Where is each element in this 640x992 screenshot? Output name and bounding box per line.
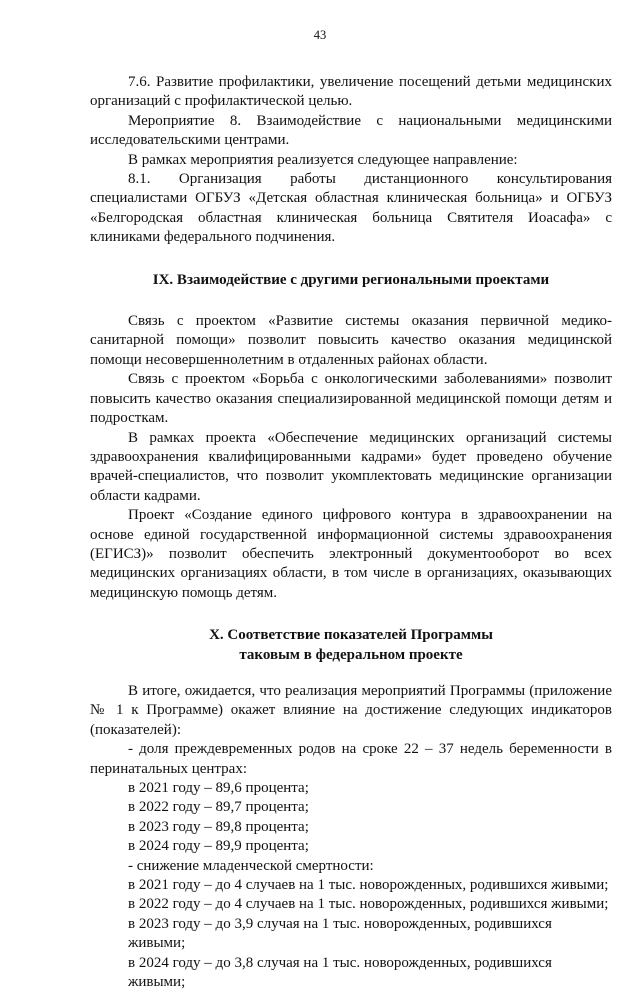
section-10-heading-line-1: X. Соответствие показателей Программы [209,627,493,644]
section-9-heading: IX. Взаимодействие с другими региональными проектами [152,271,550,288]
section-10-intro: В итоге, ожидается, что реализация мероприятий Программы (приложение № 1 к Программе) окажет влияние на достижение следующих индикаторов (показателей): [90,682,612,738]
section-9-paragraph: Связь с проектом «Развитие системы оказания первичной медико-санитарной помощи» позволит повысить качество оказания медицинской помощи несовершеннолетним в отдаленных районах области. [90,313,612,368]
document-body [90,73,612,992]
paragraph-direction-intro: В рамках мероприятия реализуется следующее направление: [128,151,518,168]
indicator-infant-mortality: - снижение младенческой смертности: [128,857,374,874]
indicator-value: в 2024 году – до 3,8 случая на 1 тыс. новорожденных, родившихся живыми; [128,954,552,991]
page-number: 43 [313,28,327,42]
indicator-value: в 2024 году – 89,9 процента; [128,838,309,855]
indicator-value: в 2023 году – 89,8 процента; [128,818,309,835]
section-9-paragraph: В рамках проекта «Обеспечение медицинских организаций системы здравоохранения квалифицированными кадрами» будет проведено обучение врачей-специалистов, что позволит укомплектовать медицинские организации области кадрами. [90,429,612,504]
indicator-value: в 2021 году – 89,6 процента; [128,780,309,796]
indicator-value: в 2022 году – до 4 случаев на 1 тыс. новорожденных, родившихся живыми; [128,896,609,913]
paragraph-measure-8: Мероприятие 8. Взаимодействие с национальными медицинскими исследовательскими центрами. [90,112,612,149]
paragraph-8-1: 8.1. Организация работы дистанционного консультирования специалистами ОГБУЗ «Детская областная клиническая больница» и ОГБУЗ «Белгородская областная клиническая больница Святителя Иоасафа» с клиниками федерального подчинения. [90,171,612,246]
indicator-value: в 2022 году – 89,7 процента; [128,799,309,816]
section-10-heading [90,626,612,665]
section-10-heading-line-2: таковым в федеральном проекте [239,646,463,663]
section-9-paragraph: Связь с проектом «Борьба с онкологическими заболеваниями» позволит повысить качество оказания специализированной медицинской помощи детям и подросткам. [90,371,612,427]
indicator-value: в 2023 году – до 3,9 случая на 1 тыс. новорожденных, родившихся живыми; [128,915,552,952]
paragraph-7-6: 7.6. Развитие профилактики, увеличение посещений детьми медицинских организаций с профилактической целью. [90,74,612,110]
section-9-paragraph: Проект «Создание единого цифрового контура в здравоохранении на основе единой государственной информационной системы здравоохранения (ЕГИСЗ)» позволит обеспечить электронный документооборот во всех медицинских организациях области, в том числе в организациях, оказывающих медицинскую помощь детям. [90,507,612,601]
indicator-preterm-births: - доля преждевременных родов на сроке 22 – 37 недель беременности в перинатальных центрах: [90,741,612,777]
indicator-value: в 2021 году – до 4 случаев на 1 тыс. новорожденных, родившихся живыми; [128,877,609,894]
